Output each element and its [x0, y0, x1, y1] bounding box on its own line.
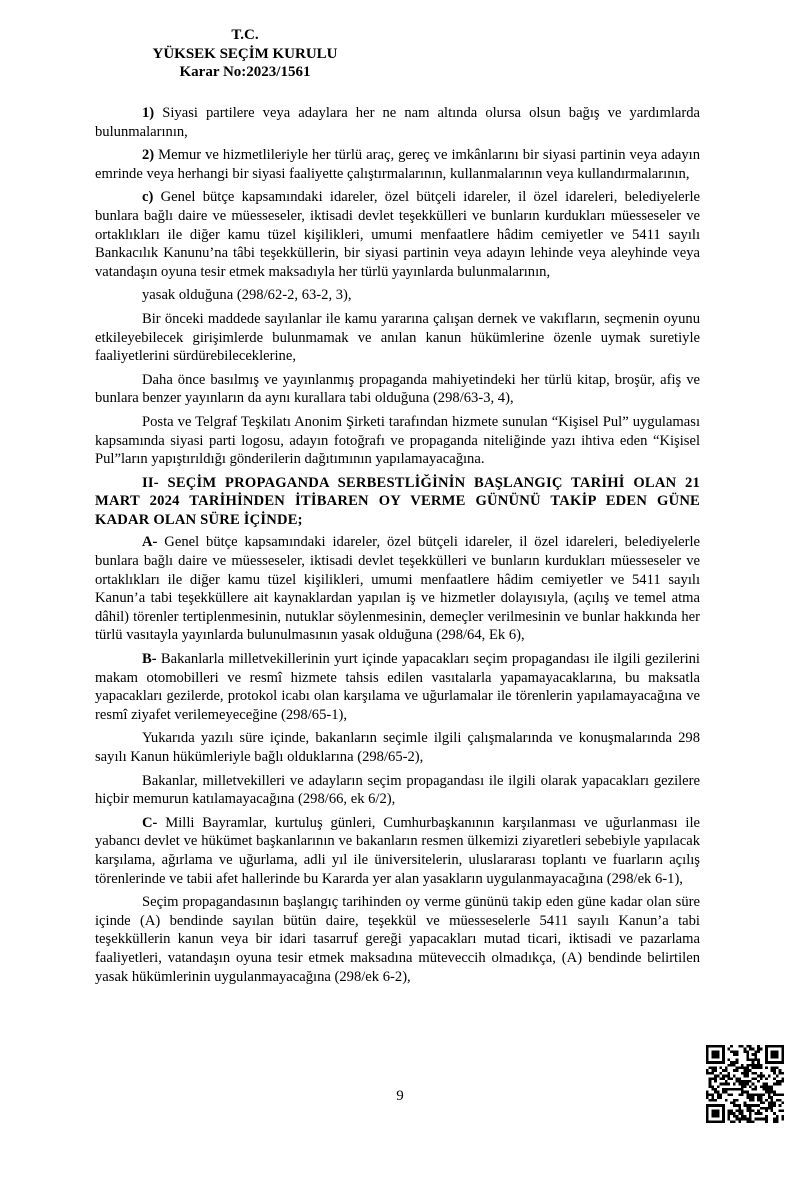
- paragraph-text: yasak olduğuna (298/62-2, 63-2, 3),: [142, 287, 352, 304]
- paragraph-text: Yukarıda yazılı süre içinde, bakanların seçimle ilgili çalışmalarında ve konuşmalarında 298 sayılı Kanun hükümleriyle bağlı olduklarına (298/65-2),: [95, 730, 700, 765]
- section-heading: II- SEÇİM PROPAGANDA SERBESTLİĞİNİN BAŞLANGIÇ TARİHİ OLAN 21 MART 2024 TARİHİNDEN İTİBAREN OY VERME GÜNÜNÜ TAKİP EDEN GÜNE KADAR OLAN SÜRE İÇİNDE;: [95, 474, 700, 528]
- paragraph-text: Bakanlarla milletvekillerinin yurt içinde yapacakları seçim propagandası ile ilgili gezilerini makam otomobilleri ve resmî hizmete tahsis edilen vasıtalarla yapamayacaklarına, bu maksatla yapacakları gezilerde, protokol icabı olan karşılama ve uğurlamalar ile törenlerin yapılamayacağına ve resmî ziyafet verilemeyeceğine (298/65-1),: [95, 651, 700, 723]
- header-institution: YÜKSEK SEÇİM KURULU: [152, 45, 338, 62]
- paragraph-text: Posta ve Telgraf Teşkilatı Anonim Şirketi tarafından hizmete sunulan “Kişisel Pul” uygulaması kapsamında siyasi parti logosu, adayın fotoğrafı ve propaganda niteliğinde yazı ihtiva eden “Kişisel Pul”ların yapıştırıldığı gönderilerin dağıtımının yapılamayacağına.: [95, 413, 700, 468]
- paragraph: [95, 104, 700, 141]
- item-label: B-: [142, 651, 157, 668]
- paragraph-text: Bakanlar, milletvekilleri ve adayların seçim propagandası ile ilgili olarak yapacakları gezilere hiçbir memurun katılamayacağına (298/66, ek 6/2),: [95, 772, 700, 808]
- paragraph: [95, 650, 700, 724]
- paragraph: [95, 286, 700, 305]
- header-decision-number: Karar No:2023/1561: [179, 64, 311, 80]
- item-label: 1): [142, 105, 155, 121]
- header-country: T.C.: [231, 27, 259, 43]
- item-label: C-: [142, 814, 158, 831]
- paragraph-text: Genel bütçe kapsamındaki idareler, özel bütçeli idareler, il özel idareleri, belediyelerle bunlara bağlı daire ve müesseseler, iktisadi devlet teşekkülleri ve bunların kurdukları müesseseler ve ortaklıkları ile diğer kamu tüzel kişilikleri, umumi menfaatlere hâdim cemiyetler ve 5411 sayılı Bankacılık Kanunu’na tâbi teşekküllerin, bir siyasi partinin veya adayın lehinde veya aleyhinde veya vatandaşın oyuna tesir etmek maksadıyla her türlü yayınlarda bulunmalarının,: [95, 189, 700, 280]
- item-label: 2): [142, 147, 155, 164]
- paragraph: [95, 893, 700, 986]
- paragraph-text: Milli Bayramlar, kurtuluş günleri, Cumhurbaşkanının karşılanması ve uğurlanması ile yabancı devlet ve hükümet başkanlarının ve bakanların resmen ülkemizi ziyaretleri sebebiyle yapılacak karşılama, ağırlama ve uğurlama, adli yıl ile üniversitelerin, uluslararası toplantı ve fuarların açılış törenlerinde ve tabii afet hallerinde bu Kararda yer alan yasakların uygulanmayacağına (298/ek 6-1),: [95, 814, 700, 887]
- qr-code-icon: [706, 1045, 784, 1123]
- paragraph: [95, 772, 700, 809]
- item-label: c): [142, 189, 154, 206]
- paragraph: [95, 533, 700, 645]
- paragraph-text: Memur ve hizmetlileriyle her türlü araç, gereç ve imkânlarını bir siyasi partinin veya adayın emrinde veya herhangi bir siyasi faaliyette çalıştırmalarının, kullanmalarının veya kullandırmalarının,: [95, 147, 700, 182]
- paragraph: [95, 188, 700, 281]
- paragraph-text: Genel bütçe kapsamındaki idareler, özel bütçeli idareler, il özel idareleri, belediyelerle bunlara bağlı daire ve müesseseler, iktisadi devlet teşekkülleri ve bunların kurdukları müesseseler ve ortaklıkları ile diğer kamu tüzel kişilikleri, umumi menfaatlere hâdim cemiyetler ve 5411 sayılı Kanun’a tabi teşekküllere ait kaynaklardan yapılan iş ve hizmetler dolayısıyla, (açılış ve temel atma dâhil) törenler tertiplenmesinin, nutuklar söylenmesinin, demeçler verilmesinin ve bunlar hakkında her türlü vasıtayla yayınlarda bulunulmasının yasak olduğuna (298/64, Ek 6),: [95, 534, 700, 644]
- paragraph: [95, 814, 700, 888]
- paragraph-text: Bir önceki maddede sayılanlar ile kamu yararına çalışan dernek ve vakıfların, seçmenin oyunu etkileyebilecek girişimlerde bulunmamak ve anılan kanun hükümlerine özenle uymak suretiyle faaliyetlerini sürdürebileceklerine,: [95, 310, 700, 365]
- paragraph: [95, 146, 700, 183]
- paragraph: [95, 729, 700, 766]
- paragraph: [95, 413, 700, 469]
- document-header: [140, 26, 350, 82]
- paragraph-text: Siyasi partilere veya adaylara her ne nam altında olursa olsun bağış ve yardımlarda bulunmalarının,: [95, 105, 700, 140]
- paragraph-text: Daha önce basılmış ve yayınlanmış propaganda mahiyetindeki her türlü kitap, broşür, afiş ve bunlara benzer yayınların da aynı kurallara tabi olduğuna (298/63-3, 4),: [95, 371, 700, 407]
- document-body: [95, 104, 700, 991]
- page-number: 9: [396, 1088, 404, 1104]
- paragraph: [95, 310, 700, 366]
- item-label: A-: [142, 534, 158, 551]
- paragraph-text: Seçim propagandasının başlangıç tarihinden oy verme gününü takip eden güne kadar olan süre içinde (A) bendinde sayılan bütün daire, teşekkül ve müesseselerle 5411 sayılı Kanun’a tabi teşekküllerin kanun veya bir idari tasarruf gereği yapacakları mutad ticari, iktisadi ve pazarlama faaliyetleri, vatandaşın oyuna tesir etmek maksadına müteveccih olmadıkça, (A) bendinde belirtilen yasak hükümlerinin uygulanmayacağına (298/ek 6-2),: [95, 894, 700, 985]
- paragraph: [95, 371, 700, 408]
